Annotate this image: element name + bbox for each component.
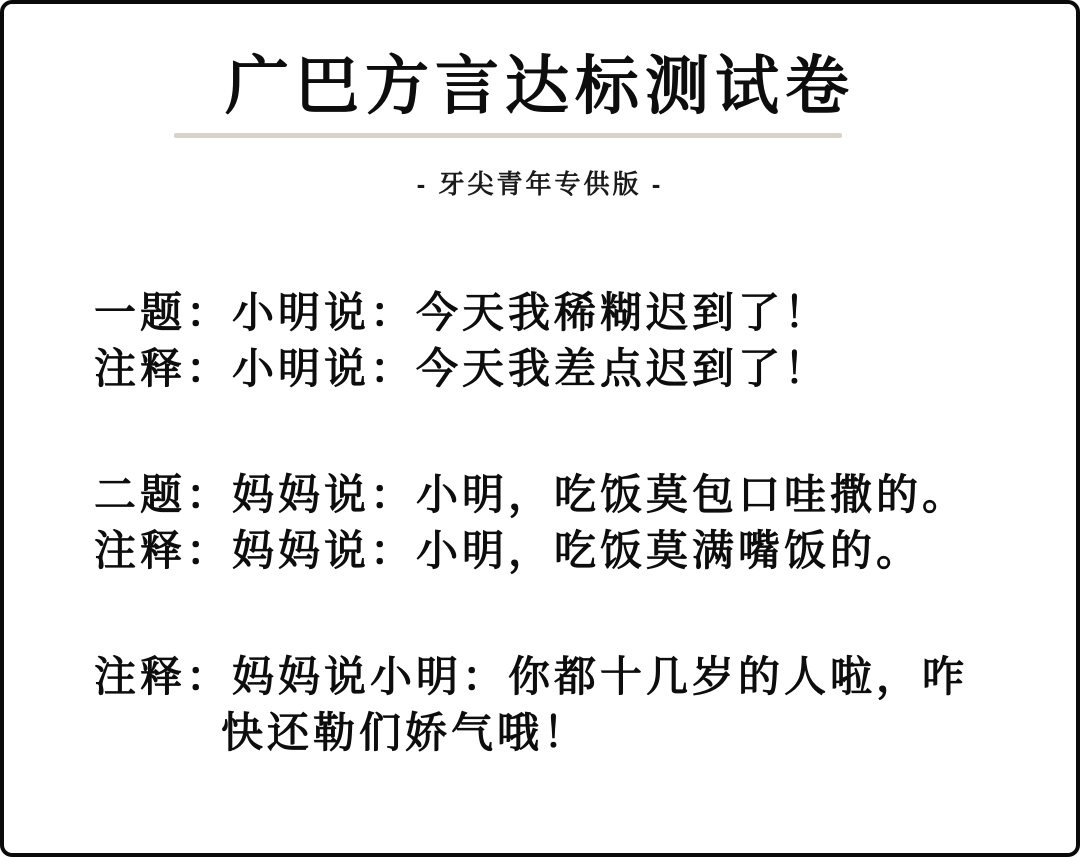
question-block-1 <box>94 285 1036 397</box>
annotation-line: 注释：妈妈说小明：你都十几岁的人啦，咋 <box>94 653 969 700</box>
annotation-line: 注释：妈妈说：小明，吃饭莫满嘴饭的。 <box>94 527 923 574</box>
question-line: 一题：小明说：今天我稀糊迟到了！ <box>94 289 831 336</box>
question-block-3 <box>94 649 1036 761</box>
question-block-2 <box>94 467 1036 579</box>
title-underline-divider <box>174 133 842 138</box>
annotation-line-continuation: 快还勒们娇气哦！ <box>221 709 590 756</box>
questions-section <box>94 285 1036 761</box>
page-title: 广巴方言达标测试卷 <box>225 50 855 122</box>
annotation-line: 注释：小明说：今天我差点迟到了！ <box>94 345 831 392</box>
question-line: 二题：妈妈说：小明，吃饭莫包口哇撒的。 <box>94 471 969 518</box>
page-subtitle: - 牙尖青年专供版 - <box>416 169 664 199</box>
